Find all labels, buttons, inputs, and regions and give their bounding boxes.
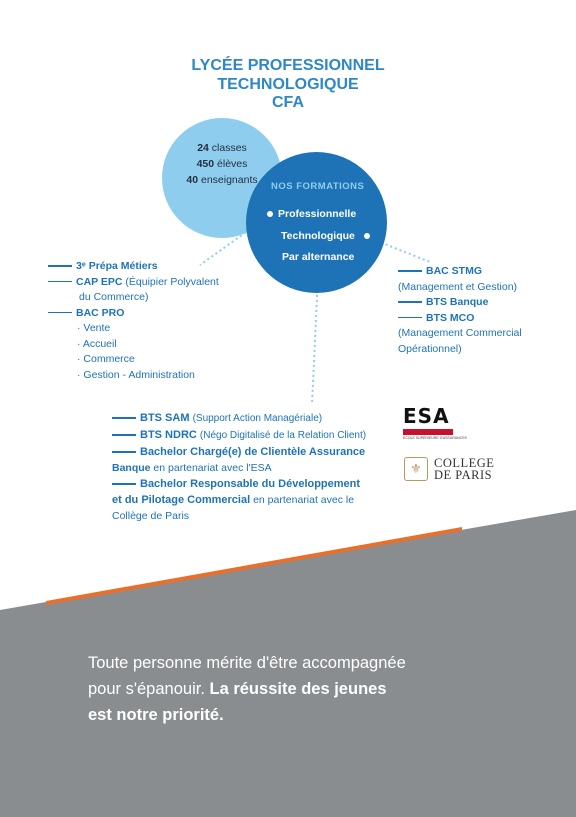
formation-alternance: Par alternance [282,251,355,263]
list-item-bachelor-dev: Bachelor Responsable du Développement [112,476,402,492]
cp-logo-line-1: COLLEGE [434,456,495,470]
fleur-de-lis-icon: ⚜ [404,457,428,481]
list-item-mco-desc-1: (Management Commercial [398,327,522,339]
list-item-bachelor-assurance-cont: Banque en partenariat avec l'ESA [112,462,272,474]
list-subitem-commerce: · Commerce [77,353,135,365]
list-item-stmg: BAC STMG [398,264,568,280]
stat-teachers: 40 enseignants [186,174,258,186]
list-subitem-gestion: · Gestion - Administration [77,368,195,381]
list-item-bacpro: BAC PRO [48,306,248,322]
stat-students: 450 élèves [196,158,248,170]
list-item-bts-mco: BTS MCO [398,311,568,327]
list-item-bachelor-dev-cont2: Collège de Paris [112,510,190,522]
list-item-bachelor-assurance: Bachelor Chargé(e) de Clientèle Assurance [112,444,402,460]
list-item-stmg-desc: (Management et Gestion) [398,280,518,293]
list-item-bts-banque: BTS Banque [398,295,568,311]
title-line-1: LYCÉE PROFESSIONNEL [191,57,385,74]
cp-logo-line-2: DE PARIS [434,468,493,482]
list-item-prepa: 3ᵉ Prépa Métiers [48,259,248,275]
esa-logo-subtitle: ÉCOLE SUPÉRIEURE D'ASSURANCES [403,436,467,440]
footer-line-3: est notre priorité. [88,706,224,724]
formation-technologique: Technologique [281,230,355,242]
list-subitem-vente: · Vente [77,322,111,334]
cap-code: CAP EPC [76,275,126,288]
footer-line-2: pour s'épanouir. La réussite des jeunes [88,680,387,698]
list-item-cap-cont: du Commerce) [79,291,149,303]
cap-desc: (Équipier Polyvalent [125,275,219,288]
list-item-bachelor-dev-cont: et du Pilotage Commercial en partenariat avec le [112,494,355,506]
list-item-mco-desc-2: Opérationnel) [398,342,462,355]
list-subitem-accueil: · Accueil [77,337,117,350]
footer-line-1: Toute personne mérite d'être accompagnée [88,654,406,672]
title-line-2: TECHNOLOGIQUE [217,75,359,93]
formation-professionnelle: Professionnelle [278,208,357,220]
stat-classes: 24 classes [197,142,247,154]
formations-heading: NOS FORMATIONS [271,181,365,192]
list-item-bts-ndrc: BTS NDRC (Négo Digitalisé de la Relation Client) [112,427,402,444]
list-item-bts-sam: BTS SAM (Support Action Managériale) [112,410,402,427]
title-line-3: CFA [272,94,304,111]
esa-logo-text: ESA [403,404,450,428]
footer-message [88,650,508,728]
